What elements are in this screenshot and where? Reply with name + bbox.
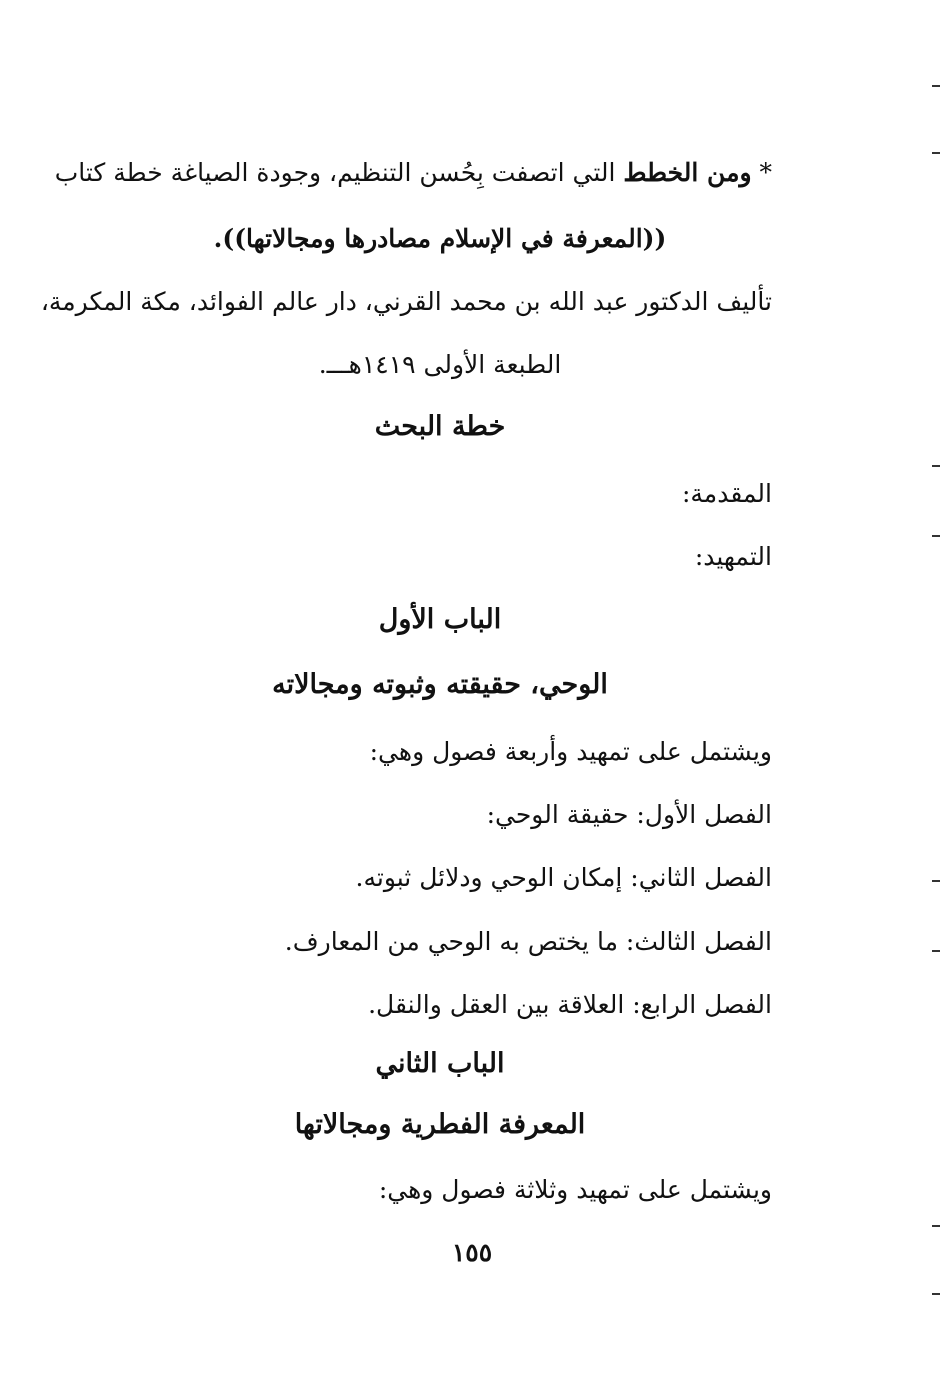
margin-mark xyxy=(932,1293,940,1295)
part-one-contains: ويشتمل على تمهيد وأربعة فصول وهي: xyxy=(369,737,772,766)
margin-mark xyxy=(932,880,940,882)
chapter-item: الفصل الأول: حقيقة الوحي: xyxy=(486,800,772,829)
part-one-subtitle: الوحي، حقيقته وثبوته ومجالاته xyxy=(272,669,608,700)
part-two-subtitle: المعرفة الفطرية ومجالاتها xyxy=(294,1109,586,1140)
part-one-title: الباب الأول xyxy=(378,604,502,635)
chapter-item: الفصل الثالث: ما يختص به الوحي من المعارف. xyxy=(284,927,772,956)
part-two-contains: ويشتمل على تمهيد وثلاثة فصول وهي: xyxy=(378,1175,772,1204)
introduction-item: المقدمة: xyxy=(681,479,772,508)
margin-mark xyxy=(932,1225,940,1227)
margin-mark xyxy=(932,85,940,87)
plan-title: خطة البحث xyxy=(374,411,506,442)
footnote-star: * xyxy=(759,158,772,187)
page-number: ١٥٥ xyxy=(451,1238,493,1267)
edition-line: الطبعة الأولى ١٤١٩هـــ. xyxy=(318,350,562,379)
part-two-title: الباب الثاني xyxy=(375,1048,505,1079)
chapter-item: الفصل الرابع: العلاقة بين العقل والنقل. xyxy=(368,990,772,1019)
intro-text: التي اتصفت بِحُسن التنظيم، وجودة الصياغة خطة كتاب xyxy=(54,158,616,187)
author-line: تأليف الدكتور عبد الله بن محمد القرني، دار عالم الفوائد، مكة المكرمة، xyxy=(40,287,772,316)
preface-item: التمهيد: xyxy=(694,542,772,571)
book-title: ((المعرفة في الإسلام مصادرها ومجالاتها)). xyxy=(213,224,667,253)
margin-mark xyxy=(932,465,940,467)
intro-lead: ومن الخطط xyxy=(623,158,752,187)
intro-line xyxy=(54,156,772,190)
margin-mark xyxy=(932,152,940,154)
chapter-item: الفصل الثاني: إمكان الوحي ودلائل ثبوته. xyxy=(355,863,772,892)
margin-mark xyxy=(932,950,940,952)
margin-mark xyxy=(932,535,940,537)
